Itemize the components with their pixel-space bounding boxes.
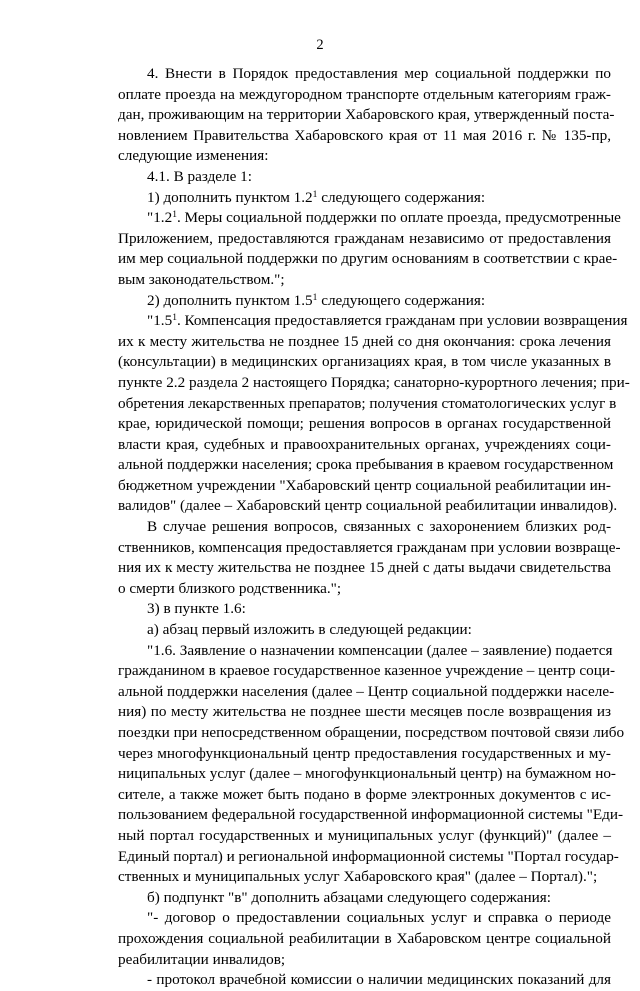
superscript: 1 bbox=[172, 210, 177, 221]
text-segment: следующего содержания: bbox=[317, 291, 486, 309]
text-segment: дан, проживающим на территории Хабаровского края, утвержденный поста- bbox=[118, 106, 615, 124]
text-segment: через многофункциональный центр предоставления государственных и му- bbox=[118, 744, 611, 762]
text-line bbox=[118, 579, 611, 600]
text-segment: 1) дополнить пунктом 1.2 bbox=[147, 188, 313, 206]
text-segment: вым законодательством."; bbox=[118, 270, 285, 288]
text-segment: ственных и муниципальных услуг Хабаровского края" (далее – Портал)."; bbox=[118, 868, 598, 886]
text-segment: Приложением, предоставляются гражданам независимо от предоставления bbox=[118, 229, 611, 247]
text-line bbox=[118, 249, 618, 270]
text-line bbox=[118, 682, 615, 703]
superscript: 1 bbox=[172, 313, 177, 324]
text-segment: альной поддержки населения (далее – Центр социальной поддержки населе- bbox=[118, 682, 615, 700]
text-segment: "- договор о предоставлении социальных услуг и справка о периоде bbox=[147, 909, 611, 927]
text-line bbox=[118, 641, 611, 662]
superscript: 1 bbox=[312, 292, 318, 303]
text-segment: оплате проезда на междугородном транспорте отдельным категориям граж- bbox=[118, 85, 611, 103]
text-line bbox=[118, 867, 611, 888]
text-segment: ный портал государственных и муниципальных услуг (функций)" (далее – bbox=[118, 826, 611, 844]
text-line bbox=[118, 744, 611, 765]
text-line bbox=[118, 785, 611, 806]
text-line bbox=[118, 394, 617, 415]
text-segment: 4.1. В разделе 1: bbox=[147, 167, 252, 185]
text-line bbox=[118, 620, 611, 641]
text-segment: . Компенсация предоставляется гражданам при условии возвращения bbox=[176, 312, 628, 330]
text-segment: ниципальных услуг (далее – многофункциональный центр) на бумажном но- bbox=[118, 765, 616, 783]
text-line bbox=[118, 455, 614, 476]
text-segment: сителе, а также может быть подано в форме электронных документов с ис- bbox=[118, 785, 611, 803]
text-line bbox=[118, 435, 611, 456]
text-segment: реабилитации инвалидов; bbox=[118, 950, 286, 968]
text-line bbox=[118, 64, 611, 85]
text-segment: прохождения социальной реабилитации в Хабаровском центре социальной bbox=[118, 929, 611, 947]
text-line bbox=[118, 208, 621, 229]
text-line bbox=[118, 661, 616, 682]
text-segment: "1.2 bbox=[147, 209, 173, 227]
text-line bbox=[118, 414, 611, 435]
text-line bbox=[118, 311, 628, 332]
text-line bbox=[118, 229, 611, 250]
text-line bbox=[118, 332, 611, 353]
text-segment: пункте 2.2 раздела 2 настоящего Порядка; санаторно-курортного лечения; при- bbox=[118, 373, 630, 391]
text-segment: о смерти близкого родственника."; bbox=[118, 579, 342, 597]
text-segment: а) абзац первый изложить в следующей редакции: bbox=[147, 621, 472, 639]
superscript: 1 bbox=[312, 189, 318, 200]
text-segment: ния) по месту жительства не позднее шести месяцев после возвращения из bbox=[118, 703, 611, 721]
text-segment: 4. Внести в Порядок предоставления мер социальной поддержки по bbox=[147, 65, 611, 82]
text-segment: В случае решения вопросов, связанных с захоронением близких род- bbox=[147, 518, 611, 536]
text-segment: следующие изменения: bbox=[118, 147, 269, 165]
text-line bbox=[118, 146, 611, 167]
text-segment: (консультации) в медицинских организациях края, в том числе указанных в bbox=[118, 353, 611, 371]
text-segment: "1.5 bbox=[147, 312, 173, 330]
text-line bbox=[118, 126, 611, 147]
text-segment: - протокол врачебной комиссии о наличии медицинских показаний для bbox=[147, 971, 611, 989]
text-segment: б) подпункт "в" дополнить абзацами следующего содержания: bbox=[147, 888, 551, 906]
text-line bbox=[118, 847, 619, 868]
text-segment: крае, юридической помощи; решения вопросов в органах государственной bbox=[118, 415, 611, 433]
text-line bbox=[118, 764, 616, 785]
text-segment: альной поддержки населения; срока пребывания в краевом государственном bbox=[118, 456, 614, 474]
text-segment: валидов" (далее – Хабаровский центр социальной реабилитации инвалидов). bbox=[118, 497, 618, 515]
text-line bbox=[118, 888, 611, 909]
text-segment: бюджетном учреждении "Хабаровский центр социальной реабилитации ин- bbox=[118, 476, 611, 494]
page-number: 2 bbox=[316, 37, 324, 53]
text-segment: 2) дополнить пунктом 1.5 bbox=[147, 291, 313, 309]
text-line bbox=[118, 826, 611, 847]
document-text bbox=[118, 64, 630, 991]
text-segment: следующего содержания: bbox=[317, 188, 486, 206]
text-segment: "1.6. Заявление о назначении компенсации (далее – заявление) подается bbox=[147, 641, 613, 659]
text-line bbox=[118, 950, 611, 971]
text-segment: . Меры социальной поддержки по оплате проезда, предусмотренные bbox=[176, 209, 621, 227]
text-segment: пользованием федеральной государственной информационной системы "Еди- bbox=[118, 806, 624, 824]
text-line bbox=[118, 188, 611, 209]
text-segment: им мер социальной поддержки по другим основаниям в соответствии с крае- bbox=[118, 250, 618, 268]
text-segment: Единый портал) и региональной информационной системы "Портал государ- bbox=[118, 847, 619, 865]
text-line bbox=[118, 558, 611, 579]
text-segment: их к месту жительства не позднее 15 дней со дня окончания: срока лечения bbox=[118, 332, 611, 350]
text-line bbox=[118, 805, 624, 826]
text-segment: власти края, судебных и правоохранительных органах, учреждениях соци- bbox=[118, 435, 611, 453]
text-segment: новлением Правительства Хабаровского края от 11 мая 2016 г. № 135-пр, bbox=[118, 126, 611, 144]
text-line bbox=[118, 929, 611, 950]
text-segment: гражданином в краевое государственное казенное учреждение – центр соци- bbox=[118, 662, 616, 680]
text-line bbox=[118, 496, 618, 517]
text-line bbox=[118, 476, 611, 497]
text-line bbox=[118, 599, 611, 620]
text-segment: ственников, компенсация предоставляется гражданам при условии возвраще- bbox=[118, 538, 621, 556]
text-line bbox=[118, 723, 625, 744]
text-line bbox=[118, 85, 611, 106]
text-line bbox=[118, 702, 611, 723]
text-line bbox=[118, 970, 611, 991]
text-line bbox=[118, 105, 615, 126]
text-segment: поездки при непосредственном обращении, посредством почтовой связи либо bbox=[118, 724, 625, 741]
text-line bbox=[118, 291, 611, 312]
text-line bbox=[118, 373, 630, 394]
text-line bbox=[118, 908, 611, 929]
text-line bbox=[118, 167, 611, 188]
text-segment: 3) в пункте 1.6: bbox=[147, 600, 246, 618]
text-line bbox=[118, 352, 611, 373]
text-segment: обретения лекарственных препаратов; получения стоматологических услуг в bbox=[118, 394, 617, 412]
text-line bbox=[118, 270, 611, 291]
text-line bbox=[118, 517, 611, 538]
text-line bbox=[118, 538, 621, 559]
text-segment: ния их к месту жительства не позднее 15 дней с даты выдачи свидетельства bbox=[118, 559, 611, 577]
